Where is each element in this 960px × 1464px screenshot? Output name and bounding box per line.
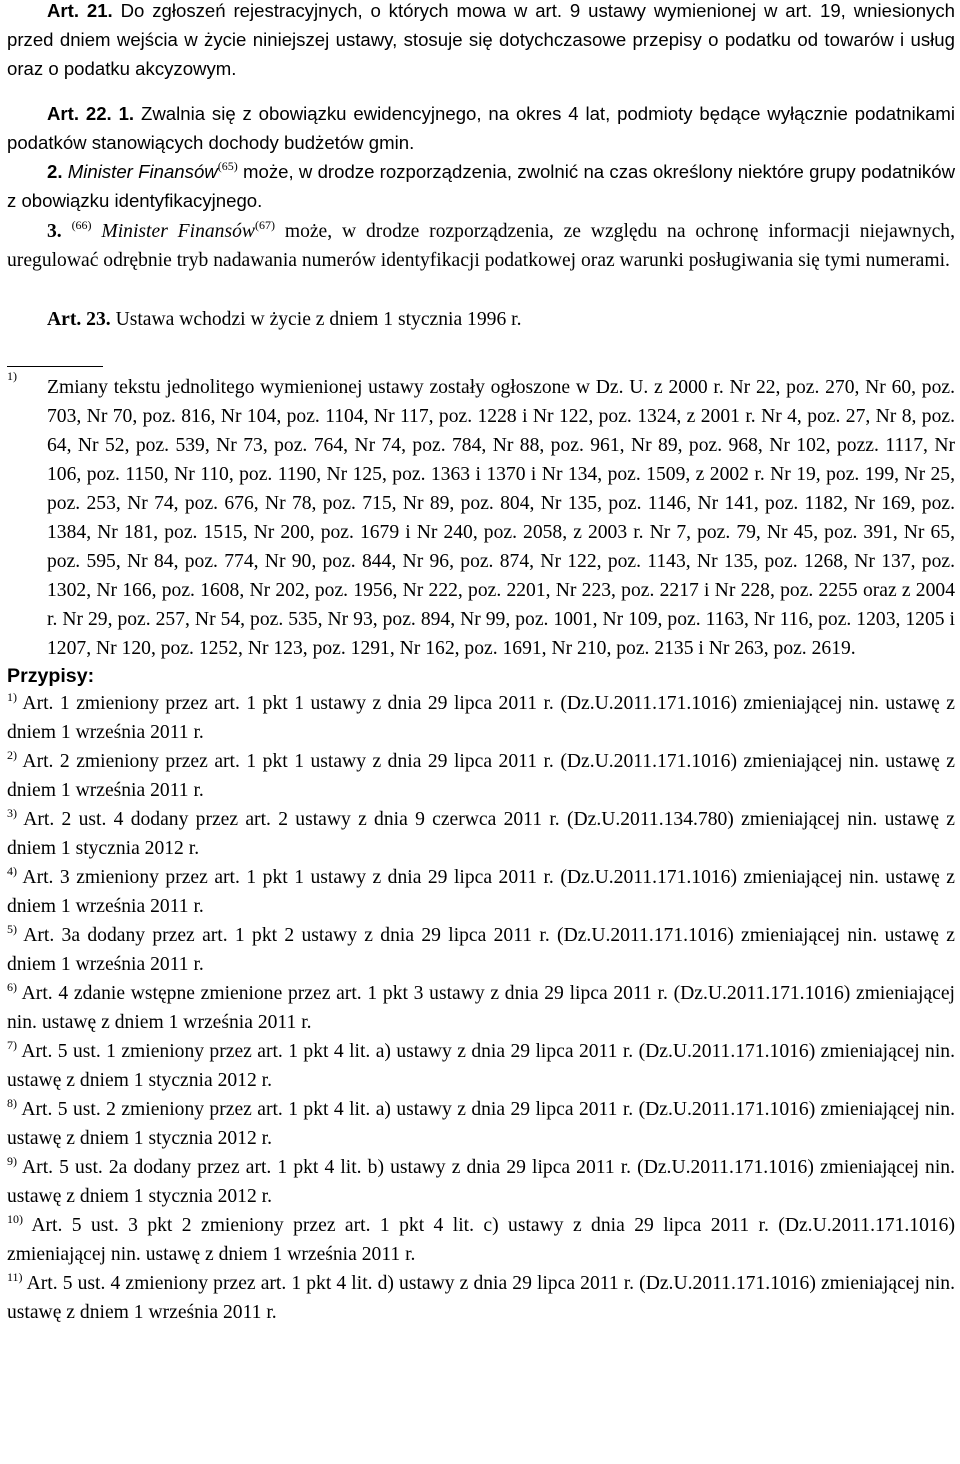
przypis-item xyxy=(7,747,955,805)
przypisy-heading: Przypisy: xyxy=(7,665,95,687)
przypis-item xyxy=(7,805,955,863)
przypis-item xyxy=(7,1153,955,1211)
article-22-p2-reference: (65) xyxy=(217,159,238,173)
article-23-label: Art. 23. xyxy=(47,309,111,330)
przypis-text: Art. 4 zdanie wstępne zmienione przez art. 1 pkt 3 ustawy z dnia 29 lipca 2011 r. (Dz.U.2011.171.1016) zmieniającej nin. ustawę z dniem 1 września 2011 r. xyxy=(7,983,955,1033)
article-23-text: Ustawa wchodzi w życie z dniem 1 stycznia 1996 r. xyxy=(115,309,522,330)
article-22-p2-number: 2. xyxy=(47,161,63,182)
przypis-text: Art. 3a dodany przez art. 1 pkt 2 ustawy z dnia 29 lipca 2011 r. (Dz.U.2011.171.1016) zmieniającej nin. ustawę z dniem 1 września 2011 r. xyxy=(7,925,955,975)
article-21 xyxy=(7,0,955,83)
przypis-mark: 4) xyxy=(7,864,17,878)
article-22-p2-minister: Minister Finansów xyxy=(67,161,218,182)
przypis-item xyxy=(7,979,955,1037)
przypis-item xyxy=(7,1095,955,1153)
przypis-text: Art. 5 ust. 1 zmieniony przez art. 1 pkt 4 lit. a) ustawy z dnia 29 lipca 2011 r. (Dz.U.2011.171.1016) zmieniającej nin. ustawę z dniem 1 stycznia 2012 r. xyxy=(7,1041,955,1091)
article-22-p3-minister: Minister Finansów xyxy=(101,221,255,242)
przypis-item xyxy=(7,921,955,979)
article-22-paragraph-2 xyxy=(7,157,955,215)
article-22-p3-reference-a: (66) xyxy=(71,218,92,232)
article-22-p3-reference-b: (67) xyxy=(254,218,275,232)
article-22-paragraph-1 xyxy=(7,99,955,157)
przypis-mark: 9) xyxy=(7,1154,17,1168)
przypis-mark: 2) xyxy=(7,748,17,762)
przypis-item xyxy=(7,1269,955,1327)
przypis-mark: 10) xyxy=(7,1212,23,1226)
przypis-text: Art. 5 ust. 4 zmieniony przez art. 1 pkt 4 lit. d) ustawy z dnia 29 lipca 2011 r. (Dz.U.2011.171.1016) zmieniającej nin. ustawę z dniem 1 września 2011 r. xyxy=(7,1273,955,1323)
footnote-1-mark: 1) xyxy=(7,369,17,383)
article-21-label: Art. 21. xyxy=(47,0,113,21)
przypis-mark: 6) xyxy=(7,980,17,994)
footnote-1-text: Zmiany tekstu jednolitego wymienionej ustawy zostały ogłoszone w Dz. U. z 2000 r. Nr 22, poz. 270, Nr 60, poz. 703, Nr 70, poz. 816, Nr 104, poz. 1104, Nr 117, poz. 1228 i Nr 122, poz. 1324, z 2001 r. Nr 4, poz. 27, Nr 8, poz. 64, Nr 52, poz. 539, Nr 73, poz. 764, Nr 74, poz. 784, Nr 88, poz. 961, Nr 89, poz. 968, Nr 102, pozz. 1117, Nr 106, poz. 1150, Nr 110, poz. 1190, Nr 125, poz. 1363 i 1370 i Nr 134, poz. 1509, z 2002 r. Nr 19, poz. 199, Nr 25, poz. 253, Nr 74, poz. 676, Nr 78, poz. 715, Nr 89, poz. 804, Nr 135, poz. 1146, Nr 141, poz. 1182, Nr 169, poz. 1384, Nr 181, poz. 1515, Nr 200, poz. 1679 i Nr 240, poz. 2058, z 2003 r. Nr 7, poz. 79, Nr 45, poz. 391, Nr 65, poz. 595, Nr 84, poz. 774, Nr 90, poz. 844, Nr 96, poz. 874, Nr 122, poz. 1143, Nr 135, poz. 1268, Nr 137, poz. 1302, Nr 166, poz. 1608, Nr 202, poz. 1956, Nr 222, poz. 2201, Nr 223, poz. 2217 i Nr 228, poz. 2255 oraz z 2004 r. Nr 29, poz. 257, Nr 54, poz. 535, Nr 93, poz. 894, Nr 99, poz. 1001, Nr 109, poz. 1163, Nr 116, poz. 1203, 1205 i 1207, Nr 120, poz. 1252, Nr 123, poz. 1291, Nr 162, poz. 1691, Nr 210, poz. 2135 i Nr 263, poz. 2619. xyxy=(47,377,955,659)
article-23 xyxy=(7,305,955,334)
footnote-separator xyxy=(7,366,103,367)
article-22-p1-text: Zwalnia się z obowiązku ewidencyjnego, na okres 4 lat, podmioty będące wyłącznie podatnikami podatków stanowiących dochody budżetów gmin. xyxy=(7,103,955,153)
przypis-item xyxy=(7,689,955,747)
przypis-text: Art. 5 ust. 2a dodany przez art. 1 pkt 4 lit. b) ustawy z dnia 29 lipca 2011 r. (Dz.U.2011.171.1016) zmieniającej nin. ustawę z dniem 1 stycznia 2012 r. xyxy=(7,1157,955,1207)
przypis-text: Art. 5 ust. 2 zmieniony przez art. 1 pkt 4 lit. a) ustawy z dnia 29 lipca 2011 r. (Dz.U.2011.171.1016) zmieniającej nin. ustawę z dniem 1 stycznia 2012 r. xyxy=(7,1099,955,1149)
przypis-mark: 11) xyxy=(7,1270,23,1284)
przypis-text: Art. 1 zmieniony przez art. 1 pkt 1 ustawy z dnia 29 lipca 2011 r. (Dz.U.2011.171.1016) zmieniającej nin. ustawę z dniem 1 września 2011 r. xyxy=(7,693,955,743)
article-22-p1-number: 1. xyxy=(118,103,135,124)
article-21-text: Do zgłoszeń rejestracyjnych, o których mowa w art. 9 ustawy wymienionej w art. 19, wniesionych przed dniem wejścia w życie niniejszej ustawy, stosuje się dotychczasowe przepisy o podatku od towarów i usług oraz o podatku akcyzowym. xyxy=(7,0,955,79)
przypis-mark: 8) xyxy=(7,1096,17,1110)
przypis-mark: 7) xyxy=(7,1038,17,1052)
article-22-p2-text: może, w drodze rozporządzenia, zwolnić na czas określony niektóre grupy podatników z obowiązku identyfikacyjnego. xyxy=(7,161,955,211)
przypisy-list xyxy=(7,689,955,1327)
przypis-item xyxy=(7,1037,955,1095)
article-22-p3-number: 3. xyxy=(47,221,62,242)
document-page xyxy=(7,0,955,1327)
przypis-text: Art. 2 ust. 4 dodany przez art. 2 ustawy z dnia 9 czerwca 2011 r. (Dz.U.2011.134.780) zmieniającej nin. ustawę z dniem 1 stycznia 2012 r. xyxy=(7,809,955,859)
article-22-label: Art. 22. xyxy=(47,103,112,124)
przypis-mark: 1) xyxy=(7,690,17,704)
przypis-mark: 3) xyxy=(7,806,17,820)
article-22-p3-text: może, w drodze rozporządzenia, ze względu na ochronę informacji niejawnych, uregulować odrębnie tryb nadawania numerów identyfikacji podatkowej oraz warunki posługiwania się tymi numerami. xyxy=(7,221,956,271)
footnote-1 xyxy=(7,369,955,663)
przypis-item xyxy=(7,1211,955,1269)
przypis-text: Art. 2 zmieniony przez art. 1 pkt 1 ustawy z dnia 29 lipca 2011 r. (Dz.U.2011.171.1016) zmieniającej nin. ustawę z dniem 1 września 2011 r. xyxy=(7,751,955,801)
przypis-mark: 5) xyxy=(7,922,17,936)
przypis-text: Art. 5 ust. 3 pkt 2 zmieniony przez art. 1 pkt 4 lit. c) ustawy z dnia 29 lipca 2011 r. (Dz.U.2011.171.1016) zmieniającej nin. ustawę z dniem 1 września 2011 r. xyxy=(7,1215,955,1265)
przypis-item xyxy=(7,863,955,921)
przypis-text: Art. 3 zmieniony przez art. 1 pkt 1 ustawy z dnia 29 lipca 2011 r. (Dz.U.2011.171.1016) zmieniającej nin. ustawę z dniem 1 września 2011 r. xyxy=(7,867,955,917)
article-22-paragraph-3 xyxy=(7,217,955,275)
